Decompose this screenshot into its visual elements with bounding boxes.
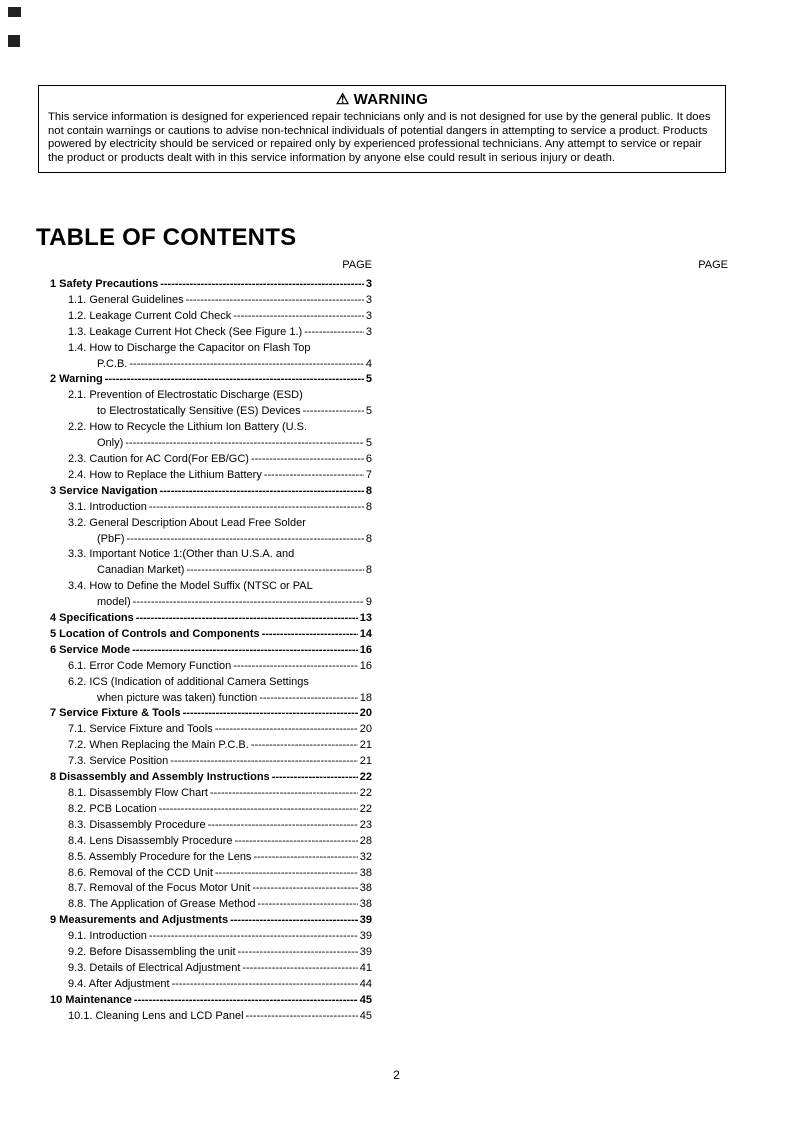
- page-column-label-left: PAGE: [342, 259, 372, 271]
- toc-entry-page-number: 22: [359, 802, 372, 815]
- toc-entry: [50, 516, 372, 548]
- toc-entry-row: [68, 532, 372, 548]
- toc-entry-title-line: 6 Service Mode: [50, 643, 131, 656]
- toc-entry-row: [50, 770, 372, 786]
- toc-entry-title-line: 3 Service Navigation: [50, 484, 158, 497]
- toc-entry-row: [68, 468, 372, 484]
- toc-entry-title-line: 3.4. How to Define the Model Suffix (NTSC or PAL: [68, 580, 313, 593]
- toc-entry-page-number: 22: [359, 787, 372, 799]
- toc-entry-title-line: 6.2. ICS (Indication of additional Camera Settings: [68, 675, 309, 688]
- toc-entry: [50, 993, 372, 1009]
- toc-entry-row: [68, 754, 372, 770]
- toc-entry-title-line: Canadian Market): [97, 564, 185, 577]
- dotted-leader: [160, 277, 364, 293]
- warning-box: [38, 85, 726, 173]
- toc-entry-page-number: 28: [359, 834, 372, 847]
- toc-entry: [50, 484, 372, 500]
- toc-entry-page-number: 9: [365, 596, 372, 609]
- toc-entry: [50, 277, 372, 293]
- toc-entry-title-line: 5 Location of Controls and Components: [50, 627, 260, 640]
- toc-entry-row: [68, 722, 372, 738]
- toc-entry-row: [68, 977, 372, 993]
- toc-entry-row: [68, 325, 372, 341]
- dotted-leader: [127, 532, 364, 548]
- dotted-leader: [159, 802, 358, 818]
- dotted-leader: [183, 706, 358, 722]
- toc-entry-title-line: 2.1. Prevention of Electrostatic Discharge (ESD): [68, 389, 303, 402]
- toc-entry: [50, 388, 372, 420]
- dotted-leader: [272, 770, 358, 786]
- toc-entry-page-number: 20: [359, 707, 372, 720]
- dotted-leader: [251, 452, 364, 468]
- toc-entry-row: [68, 659, 372, 675]
- dotted-leader: [303, 404, 364, 420]
- toc-entry-title-line: 8 Disassembly and Assembly Instructions: [50, 771, 270, 784]
- toc-entry: [50, 754, 372, 770]
- toc-entry-page-number: 3: [365, 325, 372, 338]
- toc-entry: [50, 929, 372, 945]
- toc-entry: [50, 913, 372, 929]
- toc-entry-title-line: 8.1. Disassembly Flow Chart: [68, 787, 208, 799]
- toc-entry-title-line: 9.4. After Adjustment: [68, 977, 170, 990]
- toc-entry-title-line: 8.3. Disassembly Procedure: [68, 818, 206, 831]
- toc-entry-page-number: 8: [365, 532, 372, 545]
- toc-entry-title-line: 4 Specifications: [50, 612, 134, 625]
- toc-entry: [50, 372, 372, 388]
- toc-entry-title-line: 9.2. Before Disassembling the unit: [68, 946, 236, 959]
- toc-entry-row: [68, 897, 372, 913]
- toc-entry-row: [68, 595, 372, 611]
- toc-entry-title-line: 2.2. How to Recycle the Lithium Ion Battery (U.S.: [68, 421, 308, 434]
- toc-entry-row: [68, 357, 372, 373]
- toc-entry-title-line: 8.7. Removal of the Focus Motor Unit: [68, 882, 251, 895]
- toc-entry-title-line: to Electrostatically Sensitive (ES) Devices: [97, 405, 301, 418]
- toc-entry-page-number: 45: [359, 993, 372, 1006]
- toc-entry-page-number: 7: [365, 468, 372, 481]
- toc-entry-page-number: 8: [365, 564, 372, 577]
- toc-entry-title-line: 1.4. How to Discharge the Capacitor on Flash Top: [68, 341, 311, 354]
- toc-entry-row: [68, 436, 372, 452]
- toc-entry: [50, 293, 372, 309]
- dotted-leader: [253, 850, 357, 866]
- warning-box-title: [48, 90, 716, 109]
- toc-entry-page-number: 21: [359, 739, 372, 752]
- toc-entry: [50, 468, 372, 484]
- dotted-leader: [125, 436, 364, 452]
- warning-body-text: This service information is designed for experienced repair technicians only and is not designed for use by the general public. It does not contain warnings or cautions to advise non-technical individuals of potential dangers in attempting to service a product. Products powered by electricity should be serviced or repaired only by experienced professional technicians. Any attempt to service or repair the product or products dealt with in this service information by anyone else could result in serious injury or death.: [48, 111, 711, 164]
- toc-entry-row: [50, 993, 372, 1009]
- dotted-leader: [186, 293, 364, 309]
- dotted-leader: [129, 357, 364, 373]
- toc-entry-row: [68, 929, 372, 945]
- toc-entry: [50, 627, 372, 643]
- toc-entry-title-line: 1.1. General Guidelines: [68, 293, 184, 306]
- toc-entry-title-line: 8.6. Removal of the CCD Unit: [68, 866, 213, 879]
- toc-entry-row: [68, 293, 372, 309]
- toc-entry: [50, 945, 372, 961]
- toc-entry-page-number: 39: [359, 930, 372, 943]
- toc-entry-title-line: 7.2. When Replacing the Main P.C.B.: [68, 739, 249, 752]
- toc-entry: [50, 881, 372, 897]
- dotted-leader: [134, 993, 358, 1009]
- toc-entry-title-line: when picture was taken) function: [97, 691, 258, 704]
- toc-entry: [50, 802, 372, 818]
- dotted-leader: [251, 738, 358, 754]
- toc-entry: [50, 786, 372, 802]
- toc-entry-page-number: 8: [365, 500, 372, 513]
- toc-entry-page-number: 16: [359, 643, 372, 656]
- toc-entry-row: [50, 643, 372, 659]
- toc-entry-page-number: 13: [359, 612, 372, 625]
- toc-entry-page-number: 41: [359, 961, 372, 974]
- toc-entry-page-number: 21: [359, 755, 372, 768]
- toc-entry-row: [50, 484, 372, 500]
- dotted-leader: [252, 881, 358, 897]
- toc-entry-title-line: 8.4. Lens Disassembly Procedure: [68, 834, 233, 847]
- dotted-leader: [233, 309, 364, 325]
- toc-entry: [50, 834, 372, 850]
- toc-entry: [50, 770, 372, 786]
- toc-entry-row: [68, 452, 372, 468]
- dotted-leader: [234, 834, 357, 850]
- dotted-leader: [304, 325, 364, 341]
- toc-entry-row: [68, 834, 372, 850]
- toc-entry: [50, 579, 372, 611]
- toc-entry-page-number: 16: [359, 659, 372, 672]
- toc-entry-title-line: P.C.B.: [97, 357, 128, 370]
- toc-entry: [50, 977, 372, 993]
- toc-entry-page-number: 38: [359, 882, 372, 895]
- toc-entry-title-line: 3.3. Important Notice 1:(Other than U.S.A. and: [68, 548, 295, 561]
- dotted-leader: [136, 611, 358, 627]
- toc-entry: [50, 309, 372, 325]
- toc-entry-title-line: 2 Warning: [50, 373, 103, 386]
- toc-entry-title-line: 2.3. Caution for AC Cord(For EB/GC): [68, 452, 249, 465]
- dotted-leader: [133, 595, 364, 611]
- toc-entry-page-number: 3: [365, 309, 372, 322]
- warning-triangle-icon: ⚠: [335, 91, 350, 108]
- toc-entry-row: [68, 850, 372, 866]
- toc-entry-title-line: (PbF): [97, 532, 125, 545]
- toc-list: [50, 277, 372, 1025]
- warning-title-text: WARNING: [353, 91, 429, 108]
- toc-entry-page-number: 5: [365, 437, 372, 450]
- toc-entry: [50, 420, 372, 452]
- toc-entry-title-line: 6.1. Error Code Memory Function: [68, 659, 232, 672]
- toc-entry-row: [50, 913, 372, 929]
- toc-entry-page-number: 5: [365, 373, 372, 386]
- toc-entry: [50, 643, 372, 659]
- toc-entry: [50, 961, 372, 977]
- toc-entry-page-number: 5: [365, 405, 372, 418]
- toc-entry: [50, 325, 372, 341]
- toc-entry-row: [50, 627, 372, 643]
- toc-entry: [50, 850, 372, 866]
- toc-entry: [50, 341, 372, 373]
- toc-entry-title-line: model): [97, 596, 131, 609]
- toc-entry-title-line: 8.5. Assembly Procedure for the Lens: [68, 850, 252, 863]
- toc-entry: [50, 1009, 372, 1025]
- dotted-leader: [105, 372, 364, 388]
- scan-artifact: [8, 35, 20, 47]
- toc-entry-page-number: 45: [359, 1009, 372, 1022]
- dotted-leader: [264, 468, 364, 484]
- toc-entry-title-line: Only): [97, 437, 124, 450]
- toc-entry-title-line: 1.3. Leakage Current Hot Check (See Figure 1.): [68, 325, 303, 338]
- page-column-label-right: PAGE: [698, 259, 728, 271]
- dotted-leader: [259, 691, 358, 707]
- toc-entry: [50, 452, 372, 468]
- dotted-leader: [215, 866, 358, 882]
- toc-entry-title-line: 3.1. Introduction: [68, 500, 147, 513]
- dotted-leader: [210, 786, 358, 802]
- toc-entry-row: [50, 706, 372, 722]
- toc-entry-title-line: 9.3. Details of Electrical Adjustment: [68, 961, 241, 974]
- toc-entry-title-line: 2.4. How to Replace the Lithium Battery: [68, 468, 262, 481]
- toc-entry-title-line: 10.1. Cleaning Lens and LCD Panel: [68, 1009, 244, 1022]
- toc-entry-row: [50, 372, 372, 388]
- toc-entry-title-line: 8.8. The Application of Grease Method: [68, 898, 256, 911]
- toc-entry-page-number: 18: [359, 691, 372, 704]
- toc-entry-page-number: 22: [359, 771, 372, 784]
- toc-entry: [50, 611, 372, 627]
- toc-entry-title-line: 7 Service Fixture & Tools: [50, 707, 181, 720]
- toc-entry: [50, 818, 372, 834]
- toc-entry-row: [68, 881, 372, 897]
- toc-entry: [50, 866, 372, 882]
- toc-entry-title-line: 7.1. Service Fixture and Tools: [68, 723, 213, 736]
- toc-entry-row: [68, 309, 372, 325]
- dotted-leader: [215, 722, 358, 738]
- toc-entry-row: [68, 738, 372, 754]
- dotted-leader: [132, 643, 358, 659]
- toc-entry-row: [50, 611, 372, 627]
- dotted-leader: [230, 913, 358, 929]
- dotted-leader: [233, 659, 358, 675]
- dotted-leader: [246, 1009, 358, 1025]
- toc-entry-title-line: 9.1. Introduction: [68, 930, 147, 943]
- toc-entry-title-line: 3.2. General Description About Lead Free Solder: [68, 516, 306, 529]
- toc-entry-page-number: 3: [365, 293, 372, 306]
- dotted-leader: [242, 961, 357, 977]
- page-title: TABLE OF CONTENTS: [36, 224, 297, 251]
- toc-entry-title-line: 9 Measurements and Adjustments: [50, 914, 229, 927]
- toc-entry: [50, 659, 372, 675]
- toc-entry-title-line: 1.2. Leakage Current Cold Check: [68, 309, 232, 322]
- toc-entry-page-number: 38: [359, 866, 372, 879]
- toc-entry-page-number: 44: [359, 977, 372, 990]
- toc-entry-row: [68, 563, 372, 579]
- toc-entry-title-line: 8.2. PCB Location: [68, 802, 157, 815]
- toc-entry-title-line: 1 Safety Precautions: [50, 278, 159, 290]
- toc-entry-page-number: 14: [359, 627, 372, 640]
- toc-entry-row: [68, 961, 372, 977]
- dotted-leader: [262, 627, 358, 643]
- toc-entry-page-number: 6: [365, 452, 372, 465]
- toc-entry-row: [68, 818, 372, 834]
- dotted-leader: [186, 563, 363, 579]
- dotted-leader: [208, 818, 358, 834]
- dotted-leader: [170, 754, 357, 770]
- toc-entry-title-line: 10 Maintenance: [50, 993, 132, 1006]
- toc-entry-page-number: 20: [359, 723, 372, 736]
- toc-entry: [50, 706, 372, 722]
- toc-entry: [50, 722, 372, 738]
- toc-entry-row: [68, 500, 372, 516]
- dotted-leader: [149, 500, 364, 516]
- toc-entry-page-number: 39: [359, 914, 372, 927]
- footer-page-number: 2: [393, 1068, 400, 1082]
- toc-entry-page-number: 8: [365, 484, 372, 497]
- toc-entry-row: [68, 691, 372, 707]
- toc-entry-page-number: 39: [359, 946, 372, 959]
- toc-entry-title-line: 7.3. Service Position: [68, 755, 169, 768]
- toc-entry-row: [68, 404, 372, 420]
- toc-entry-page-number: 32: [359, 850, 372, 863]
- toc-entry: [50, 897, 372, 913]
- toc-entry: [50, 675, 372, 707]
- toc-entry: [50, 547, 372, 579]
- dotted-leader: [149, 929, 358, 945]
- toc-entry-page-number: 23: [359, 818, 372, 831]
- toc-entry-row: [68, 1009, 372, 1025]
- toc-entry: [50, 500, 372, 516]
- dotted-leader: [238, 945, 358, 961]
- toc-entry-page-number: 38: [359, 898, 372, 911]
- toc-entry-row: [68, 945, 372, 961]
- dotted-leader: [258, 897, 358, 913]
- toc-entry-row: [68, 802, 372, 818]
- toc-entry-row: [50, 277, 372, 293]
- scan-artifact: [8, 7, 21, 17]
- dotted-leader: [172, 977, 358, 993]
- toc-entry-row: [68, 786, 372, 802]
- toc-entry-row: [68, 866, 372, 882]
- dotted-leader: [160, 484, 364, 500]
- toc-entry-page-number: 4: [365, 357, 372, 370]
- toc-entry: [50, 738, 372, 754]
- toc-entry-page-number: 3: [365, 278, 372, 290]
